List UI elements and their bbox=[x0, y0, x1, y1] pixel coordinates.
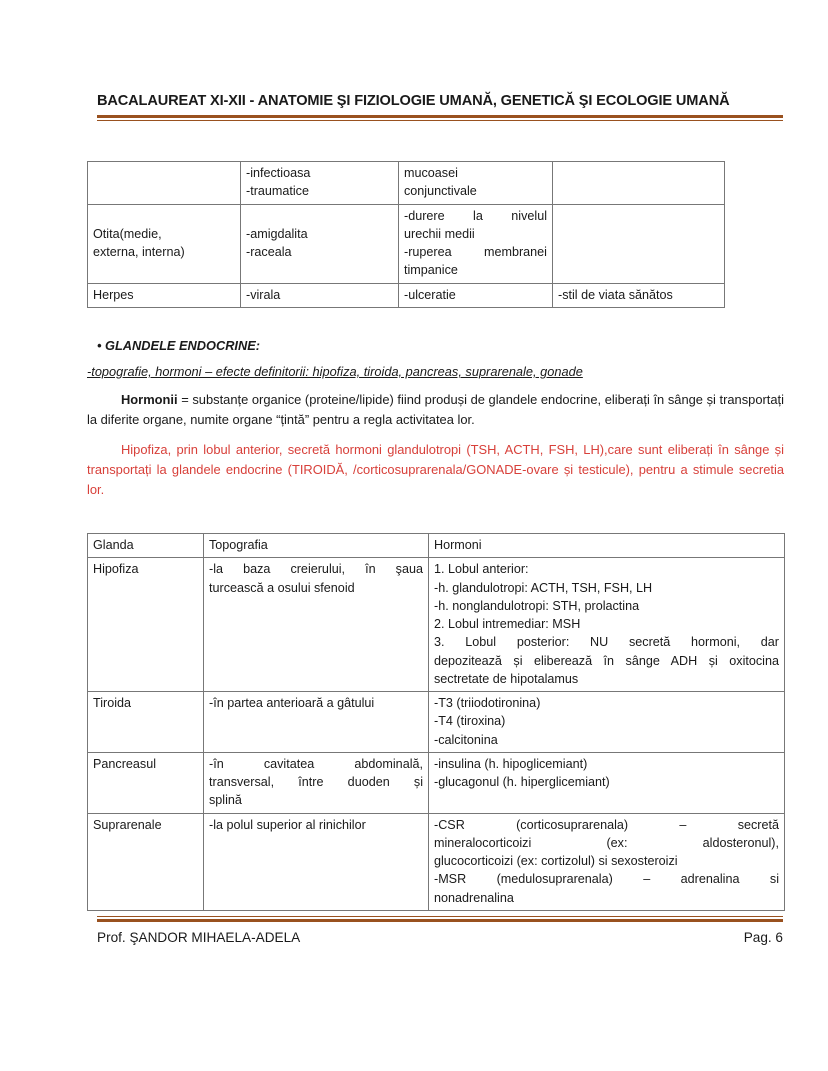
diseases-table bbox=[87, 161, 725, 308]
page-footer bbox=[97, 916, 783, 945]
cell-line: turcească a osului sfenoid bbox=[209, 580, 355, 595]
table-row bbox=[88, 813, 785, 910]
cell-line: -traumatice bbox=[246, 184, 309, 199]
cell-line: -calcitonina bbox=[434, 732, 498, 747]
cell-topography bbox=[204, 813, 429, 910]
footer-page-number: Pag. 6 bbox=[743, 930, 783, 945]
cell-hormones bbox=[429, 752, 785, 813]
cell-line: 1. Lobul anterior: bbox=[434, 562, 529, 577]
cell-prevention: -stil de viata sănătos bbox=[553, 283, 725, 307]
section-heading-glandele-endocrine: • GLANDELE ENDOCRINE: bbox=[97, 338, 261, 353]
cell-line: -amigdalita bbox=[246, 226, 308, 241]
cell-hormones bbox=[429, 692, 785, 753]
header-rule bbox=[97, 115, 783, 121]
table-row bbox=[88, 692, 785, 753]
cell-line: sectretate de hipotalamus bbox=[434, 671, 579, 686]
cell-symptom: -ulceratie bbox=[399, 283, 553, 307]
cell-line: transversal, între duoden și bbox=[209, 775, 423, 789]
paragraph-hipofiza-text: Hipofiza, prin lobul anterior, secretă hormoni glandulotropi (TSH, ACTH, FSH, LH),care sunt eliberați în sânge și transportați la glandele endocrine (TIROIDĂ, /corticosuprarenala/GONADE-ovare și testicule), pentru a stimule secretia lor. bbox=[87, 442, 784, 497]
cell-line: -MSR (medulosuprarenala) – adrenalina si bbox=[434, 872, 779, 887]
cell-cause bbox=[241, 204, 399, 283]
cell-line: Otita(medie, bbox=[93, 226, 162, 241]
cell-line: 2. Lobul intremediar: MSH bbox=[434, 617, 581, 631]
paragraph-hipofiza bbox=[87, 440, 784, 500]
cell-topography bbox=[204, 752, 429, 813]
cell-line: -ruperea membranei bbox=[404, 245, 547, 259]
cell-gland-name: Suprarenale bbox=[88, 813, 204, 910]
cell-topography bbox=[204, 692, 429, 753]
cell-prevention bbox=[553, 204, 725, 283]
footer-row bbox=[97, 930, 783, 945]
footer-rule bbox=[97, 916, 783, 922]
cell-symptom bbox=[399, 162, 553, 205]
cell-line: glucocorticoizi (ex: cortizolul) si sexosteroizi bbox=[434, 854, 678, 868]
cell-line: -h. glandulotropi: ACTH, TSH, FSH, LH bbox=[434, 580, 653, 595]
term-hormonii: Hormonii bbox=[121, 392, 178, 407]
table-header-row bbox=[88, 534, 785, 558]
cell-line: -h. nonglandulotropi: STH, prolactina bbox=[434, 598, 640, 613]
cell-gland-name: Pancreasul bbox=[88, 752, 204, 813]
cell-hormones bbox=[429, 813, 785, 910]
cell-line: -infectioasa bbox=[246, 166, 311, 180]
cell-line: -durere la nivelul bbox=[404, 208, 547, 223]
table-row bbox=[88, 558, 785, 692]
cell-gland-name: Hipofiza bbox=[88, 558, 204, 692]
column-header-glanda: Glanda bbox=[88, 534, 204, 558]
cell-line: mineralocorticoizi (ex: aldosteronul), bbox=[434, 835, 779, 850]
cell-line: -CSR (corticosuprarenala) – secretă bbox=[434, 817, 779, 832]
cell-line: -în cavitatea abdominală, bbox=[209, 756, 423, 771]
cell-line: nonadrenalina bbox=[434, 890, 514, 905]
cell-line: -la baza creierului, în şaua bbox=[209, 562, 423, 577]
cell-line: -T4 (tiroxina) bbox=[434, 714, 506, 729]
cell-symptom bbox=[399, 204, 553, 283]
cell-hormones bbox=[429, 558, 785, 692]
cell-line: mucoasei bbox=[404, 166, 458, 180]
cell-line: splină bbox=[209, 793, 242, 808]
cell-gland-name: Tiroida bbox=[88, 692, 204, 753]
cell-disease-name: Herpes bbox=[88, 283, 241, 307]
table-row bbox=[88, 752, 785, 813]
cell-line: -glucagonul (h. hiperglicemiant) bbox=[434, 775, 610, 789]
cell-line: urechii medii bbox=[404, 226, 475, 241]
cell-line: 3. Lobul posterior: NU secretă hormoni, dar bbox=[434, 635, 779, 650]
cell-line: -insulina (h. hipoglicemiant) bbox=[434, 756, 588, 771]
cell-line: depozitează și eliberează în sânge ADH și oxitocina bbox=[434, 653, 779, 668]
cell-line: externa, interna) bbox=[93, 245, 185, 259]
cell-prevention bbox=[553, 162, 725, 205]
glands-table bbox=[87, 533, 785, 911]
cell-line: -în partea anterioară a gâtului bbox=[209, 696, 375, 710]
cell-line: -T3 (triiodotironina) bbox=[434, 696, 541, 710]
cell-line: -raceala bbox=[246, 245, 292, 259]
cell-line: conjunctivale bbox=[404, 184, 477, 199]
table-row bbox=[88, 204, 725, 283]
paragraph-hormonii bbox=[87, 390, 784, 430]
cell-disease-name bbox=[88, 204, 241, 283]
table-row bbox=[88, 162, 725, 205]
cell-disease-name bbox=[88, 162, 241, 205]
cell-cause bbox=[241, 162, 399, 205]
section-subheading-topografie: -topografie, hormoni – efecte definitorii: hipofiza, tiroida, pancreas, suprarenale, gonade bbox=[87, 364, 583, 379]
page-header bbox=[97, 92, 783, 121]
page-title: BACALAUREAT XI-XII - ANATOMIE ŞI FIZIOLOGIE UMANĂ, GENETICĂ ŞI ECOLOGIE UMANĂ bbox=[97, 93, 730, 109]
table-row bbox=[88, 283, 725, 307]
paragraph-hormonii-text: = substanțe organice (proteine/lipide) fiind produși de glandele endocrine, eliberați în sânge și transportați la diferite organe, numite organe “țintă” pentru a regla activitatea lor. bbox=[87, 392, 784, 427]
cell-topography bbox=[204, 558, 429, 692]
footer-author: Prof. ŞANDOR MIHAELA-ADELA bbox=[97, 930, 301, 945]
cell-line: -la polul superior al rinichilor bbox=[209, 817, 366, 832]
cell-line: timpanice bbox=[404, 263, 458, 278]
cell-cause: -virala bbox=[241, 283, 399, 307]
column-header-topografia: Topografia bbox=[204, 534, 429, 558]
column-header-hormoni: Hormoni bbox=[429, 534, 785, 558]
